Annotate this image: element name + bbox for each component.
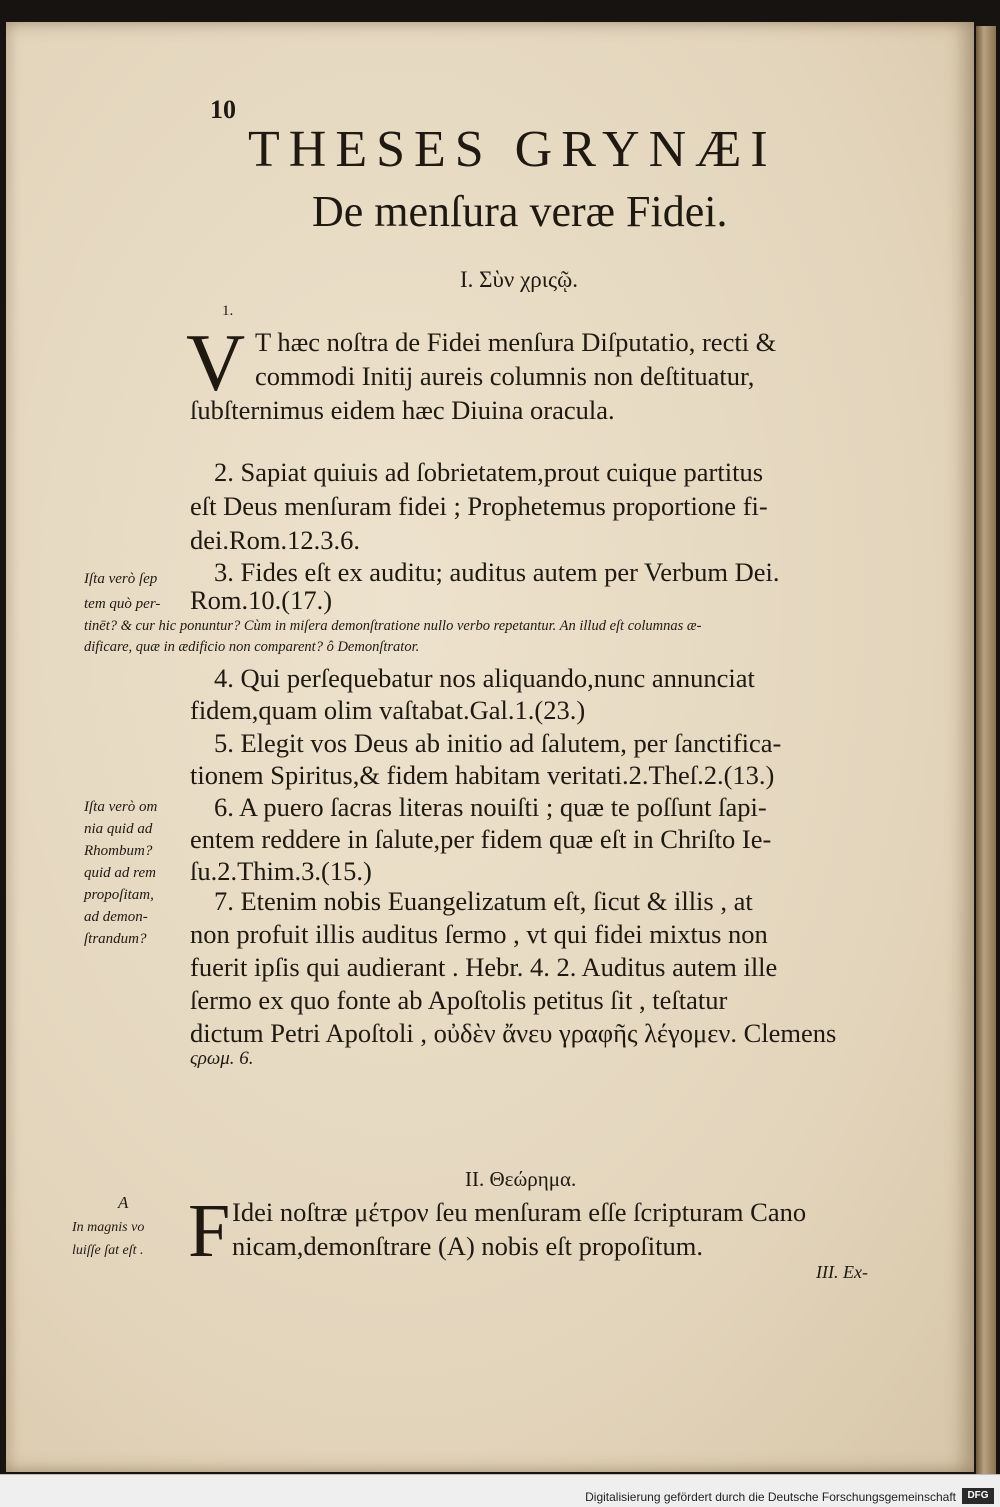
section-heading-2: II. Θεώρημα.: [465, 1167, 577, 1191]
item-5-line-2: tionem Spiritus,& fidem habitam veritati.2.Theſ.2.(13.): [190, 760, 775, 790]
paragraph-2-line-2: nicam,demonſtrare (A) nobis eſt propoſitum.: [232, 1231, 703, 1261]
marginal-note-2-line-7: ſtrandum?: [84, 931, 147, 947]
marginal-note-1-line-1: Iſta verò ſep: [84, 571, 158, 587]
paragraph-number-1: 1.: [222, 303, 234, 319]
item-7-line-3: fuerit ipſis qui audierant . Hebr. 4. 2. Auditus autem ille: [190, 952, 778, 982]
item-7-line-2: non profuit illis auditus ſermo , vt qui fidei mixtus non: [190, 919, 768, 949]
catchword: III. Ex-: [816, 1262, 868, 1282]
item-3-line-2: Rom.10.(17.): [190, 585, 333, 615]
marginal-note-2-line-4: quid ad rem: [84, 865, 156, 881]
dropcap-v: V: [186, 317, 246, 408]
item-6-line-3: ſu.2.Thim.3.(15.): [190, 856, 372, 886]
marginal-note-1-line-3: tinēt? & cur hic ponuntur? Cùm in miſera demonſtratione nullo verbo repetantur. An illud eſt columnas æ-: [84, 618, 702, 634]
item-7-line-6: ςρωμ. 6.: [190, 1048, 254, 1069]
item-4-line-2: fidem,quam olim vaſtabat.Gal.1.(23.): [190, 695, 586, 725]
item-2-line-3: dei.Rom.12.3.6.: [190, 525, 361, 555]
page-edge: [976, 26, 996, 1474]
paragraph-1-line-1: T hæc noſtra de Fidei menſura Diſputatio, recti &: [255, 327, 777, 357]
marginal-note-1-line-4: dificare, quæ in ædificio non comparent? ô Demonſtrator.: [84, 639, 420, 655]
marginal-note-1-line-2: tem quò per-: [84, 596, 161, 612]
section-heading-1: I. Σὺν χριςῷ.: [460, 267, 578, 292]
paragraph-2-line-1: Idei noſtræ μέτρον ſeu menſuram eſſe ſcripturam Cano: [232, 1197, 807, 1227]
item-4-line-1: 4. Qui perſequebatur nos aliquando,nunc annunciat: [214, 663, 755, 693]
item-7-line-5: dictum Petri Apoſtoli , οὐδὲν ἄνευ γραφῆς λέγομεν. Clemens: [190, 1018, 837, 1048]
marginal-note-2-line-3: Rhombum?: [84, 843, 153, 859]
marginal-note-2-line-6: ad demon-: [84, 909, 148, 925]
dropcap-f: F: [188, 1189, 231, 1273]
item-6-line-2: entem reddere in ſalute,per fidem quæ eſt in Chriſto Ie-: [190, 824, 772, 854]
item-3-line-1: 3. Fides eſt ex auditu; auditus autem per Verbum Dei.: [214, 557, 780, 587]
paragraph-1-line-3: ſubſternimus eidem hæc Diuina oracula.: [190, 395, 615, 425]
footer-bar: [0, 1474, 1000, 1507]
item-2-line-2: eſt Deus menſuram fidei ; Prophetemus proportione fi-: [190, 491, 768, 521]
page-subtitle: De menſura veræ Fidei.: [312, 187, 728, 236]
paragraph-1-line-2: commodi Initij aureis columnis non deſtituatur,: [255, 361, 755, 391]
item-5-line-1: 5. Elegit vos Deus ab initio ad ſalutem, per ſanctifica-: [214, 728, 782, 758]
item-7-line-4: ſermo ex quo fonte ab Apoſtolis petitus ſit , teſtatur: [190, 985, 728, 1015]
item-6-line-1: 6. A puero ſacras literas nouiſti ; quæ te poſſunt ſapi-: [214, 792, 767, 822]
marginal-note-3-line-1: A: [118, 1193, 129, 1212]
marginal-note-2-line-5: propoſitam,: [84, 887, 154, 903]
item-2-line-1: 2. Sapiat quiuis ad ſobrietatem,prout cuique partitus: [214, 457, 764, 487]
dfg-logo-icon: DFG: [962, 1488, 994, 1504]
page-number: 10: [210, 95, 236, 124]
page-title: THESES GRYNÆI: [248, 121, 777, 178]
item-7-line-1: 7. Etenim nobis Euangelizatum eſt, ſicut & illis , at: [214, 886, 753, 916]
marginal-note-2-line-1: Iſta verò om: [84, 799, 158, 815]
marginal-note-2-line-2: nia quid ad: [84, 821, 153, 837]
marginal-note-3-line-3: luiſſe ſat eſt .: [72, 1243, 144, 1258]
marginal-note-3-line-2: In magnis vo: [72, 1220, 145, 1235]
footer-credit: Digitalisierung gefördert durch die Deutsche Forschungsgemeinschaft: [585, 1490, 956, 1504]
